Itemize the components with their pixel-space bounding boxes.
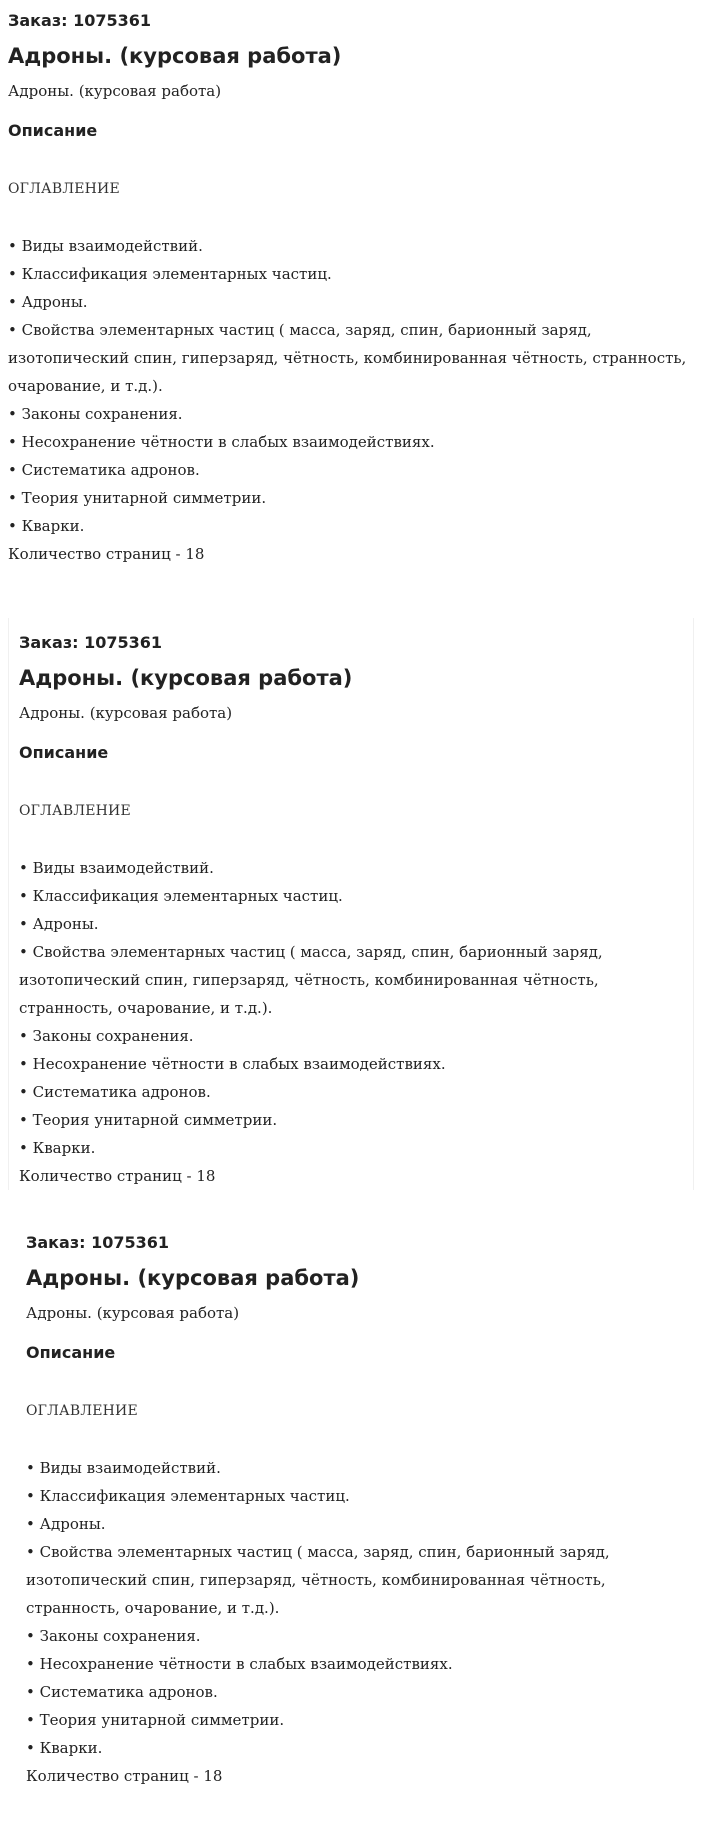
work-title: Адроны. (курсовая работа) xyxy=(26,1266,360,1290)
order-card-1 xyxy=(0,0,701,568)
toc-item: • Виды взаимодействий. xyxy=(8,232,693,260)
toc-list xyxy=(8,232,693,540)
toc-item: • Кварки. xyxy=(19,1134,683,1162)
page-count: Количество страниц - 18 xyxy=(8,545,205,563)
order-number: Заказ: 1075361 xyxy=(8,11,152,30)
work-subtitle: Адроны. (курсовая работа) xyxy=(19,704,233,722)
toc-list xyxy=(19,854,683,1162)
toc-item: • Адроны. xyxy=(26,1510,678,1538)
work-subtitle: Адроны. (курсовая работа) xyxy=(26,1304,240,1322)
toc-item: • Законы сохранения. xyxy=(19,1022,683,1050)
toc-item: • Несохранение чётности в слабых взаимодействиях. xyxy=(26,1650,678,1678)
toc-item: • Адроны. xyxy=(19,910,683,938)
toc-item: • Адроны. xyxy=(8,288,693,316)
toc-item: • Кварки. xyxy=(8,512,693,540)
toc-heading: ОГЛАВЛЕНИЕ xyxy=(26,1403,138,1419)
toc-item: • Классификация элементарных частиц. xyxy=(19,882,683,910)
work-subtitle: Адроны. (курсовая работа) xyxy=(8,82,222,100)
order-number: Заказ: 1075361 xyxy=(19,633,163,652)
toc-item: • Кварки. xyxy=(26,1734,678,1762)
toc-item: • Законы сохранения. xyxy=(26,1622,678,1650)
work-title: Адроны. (курсовая работа) xyxy=(19,666,353,690)
toc-item: • Классификация элементарных частиц. xyxy=(8,260,693,288)
work-title: Адроны. (курсовая работа) xyxy=(8,44,342,68)
toc-heading: ОГЛАВЛЕНИЕ xyxy=(19,803,131,819)
toc-item: • Виды взаимодействий. xyxy=(19,854,683,882)
toc-item: • Систематика адронов. xyxy=(19,1078,683,1106)
description-heading: Описание xyxy=(26,1343,116,1362)
toc-item: • Свойства элементарных частиц ( масса, заряд, спин, барионный заряд, изотопический спин, гиперзаряд, чётность, комбинированная чётность, странность, очарование, и т.д.). xyxy=(26,1538,678,1622)
toc-item: • Теория унитарной симметрии. xyxy=(8,484,693,512)
toc-item: • Систематика адронов. xyxy=(26,1678,678,1706)
toc-item: • Систематика адронов. xyxy=(8,456,693,484)
toc-item: • Теория унитарной симметрии. xyxy=(19,1106,683,1134)
toc-item: • Несохранение чётности в слабых взаимодействиях. xyxy=(8,428,693,456)
page-count: Количество страниц - 18 xyxy=(19,1167,216,1185)
description-heading: Описание xyxy=(8,121,98,140)
toc-list xyxy=(26,1454,678,1762)
order-card-2 xyxy=(8,618,694,1190)
toc-heading: ОГЛАВЛЕНИЕ xyxy=(8,181,120,197)
toc-item: • Свойства элементарных частиц ( масса, заряд, спин, барионный заряд, изотопический спин, гиперзаряд, чётность, комбинированная чётность, странность, очарование, и т.д.). xyxy=(19,938,683,1022)
toc-item: • Классификация элементарных частиц. xyxy=(26,1482,678,1510)
order-card-3 xyxy=(16,1220,688,1790)
toc-item: • Несохранение чётности в слабых взаимодействиях. xyxy=(19,1050,683,1078)
description-heading: Описание xyxy=(19,743,109,762)
order-number: Заказ: 1075361 xyxy=(26,1233,170,1252)
toc-item: • Теория унитарной симметрии. xyxy=(26,1706,678,1734)
toc-item: • Законы сохранения. xyxy=(8,400,693,428)
toc-item: • Виды взаимодействий. xyxy=(26,1454,678,1482)
page-count: Количество страниц - 18 xyxy=(26,1767,223,1785)
toc-item: • Свойства элементарных частиц ( масса, заряд, спин, барионный заряд, изотопический спин, гиперзаряд, чётность, комбинированная чётность, странность, очарование, и т.д.). xyxy=(8,316,693,400)
